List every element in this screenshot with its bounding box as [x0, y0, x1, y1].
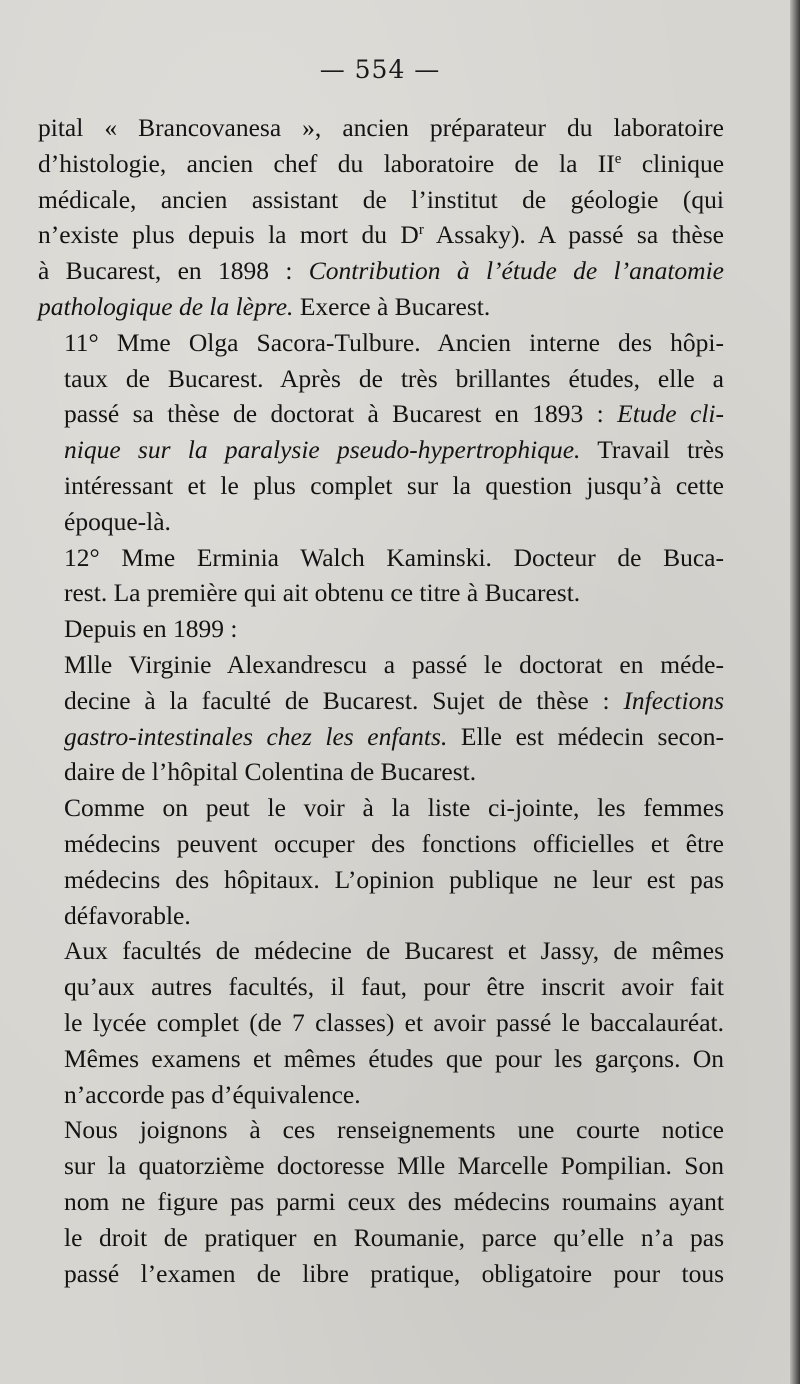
text-run: Elle est médecin secon- [447, 721, 724, 751]
text-line: n’accorde pas d’équivalence. [64, 1079, 361, 1109]
text-line: intéressant et le plus complet sur la question jusqu’à cette [64, 470, 724, 500]
text-line: Depuis en 1899 : [64, 614, 238, 644]
text-line: 11° Mme Olga Sacora-Tulbure. Ancien interne des hôpi- [64, 327, 724, 357]
text-line [38, 432, 724, 468]
text-run: à Bucarest, en 1898 : [38, 256, 309, 286]
italic-title: pathologique de la lèpre. [38, 291, 294, 321]
text-run: Travail très [580, 435, 725, 465]
italic-title: Contribution à l’étude de l’anatomie [308, 256, 724, 286]
text-line [38, 683, 724, 719]
paragraph-2 [38, 325, 724, 540]
text-line: Aux facultés de médecine de Bucarest et Jassy, de mêmes [64, 936, 724, 966]
text-line: Mlle Virginie Alexandrescu a passé le doctorat en méde- [64, 649, 724, 679]
text-line: daire de l’hôpital Colentina de Bucarest. [64, 757, 477, 787]
text-line: qu’aux autres facultés, il faut, pour être inscrit avoir fait [64, 972, 724, 1002]
text-line [38, 719, 724, 755]
text-run: clinique [621, 148, 725, 178]
text-line: Comme on peut le voir à la liste ci-jointe, les femmes [64, 793, 724, 823]
paragraph-6 [38, 790, 724, 933]
italic-title: Etude cli- [617, 399, 724, 429]
text-line: le droit de pratiquer en Roumanie, parce qu’elle n’a pas [64, 1222, 724, 1252]
paragraph-3 [38, 540, 724, 612]
superscript: e [614, 150, 622, 167]
paragraph-5 [38, 647, 724, 790]
text-line: sur la quatorzième doctoresse Mlle Marcelle Pompilian. Son [64, 1151, 724, 1181]
page-number: — 554 — [319, 55, 441, 84]
text-line: médecins peuvent occuper des fonctions officielles et être [64, 828, 724, 858]
italic-title: nique sur la paralysie pseudo-hypertrophique. [64, 435, 581, 465]
italic-title: Infections [623, 685, 724, 715]
paragraph-7 [38, 933, 724, 1112]
text-line: Mêmes examens et mêmes études que pour les garçons. On [64, 1043, 724, 1073]
body-text [38, 110, 724, 1291]
paragraph-4 [38, 611, 724, 647]
text-line: passé l’examen de libre pratique, obligatoire pour tous [64, 1258, 724, 1288]
text-line: nom ne figure pas parmi ceux des médecins roumains ayant [64, 1186, 724, 1216]
text-line: pital « Brancovanesa », ancien préparateur du laboratoire [38, 113, 724, 142]
superscript: r [418, 222, 424, 239]
text-line: le lycée complet (de 7 classes) et avoir passé le baccalauréat. [64, 1007, 724, 1037]
text-run: passé sa thèse de doctorat à Bucarest en 1893 : [64, 399, 618, 429]
text-line: défavorable. [64, 900, 191, 930]
text-line [38, 253, 724, 289]
text-line [38, 396, 724, 432]
text-line: époque-là. [64, 506, 171, 536]
text-run: Exerce à Bucarest. [293, 291, 491, 321]
page-edge-shadow [790, 0, 800, 1384]
text-line: taux de Bucarest. Après de très brillantes études, elle a [64, 363, 724, 393]
italic-title: gastro-intestinales chez les enfants. [64, 721, 448, 751]
text-line: médecins des hôpitaux. L’opinion publique ne leur est pas [64, 864, 724, 894]
text-run: decine à la faculté de Bucarest. Sujet de thèse : [64, 685, 624, 715]
text-line [38, 146, 724, 182]
text-run: n’existe plus depuis la mort du D [38, 220, 419, 250]
text-line: rest. La première qui ait obtenu ce titre à Bucarest. [64, 578, 581, 608]
paragraph-1 [38, 110, 724, 325]
text-line [38, 289, 724, 325]
text-line: Nous joignons à ces renseignements une courte notice [64, 1115, 724, 1145]
paragraph-8 [38, 1112, 724, 1291]
text-run: Assaky). A passé sa thèse [423, 220, 724, 250]
text-line [38, 217, 724, 253]
text-run: d’histologie, ancien chef du laboratoire de la II [38, 148, 615, 178]
text-line: médicale, ancien assistant de l’institut de géologie (qui [38, 184, 724, 214]
text-line: 12° Mme Erminia Walch Kaminski. Docteur de Buca- [64, 542, 724, 572]
